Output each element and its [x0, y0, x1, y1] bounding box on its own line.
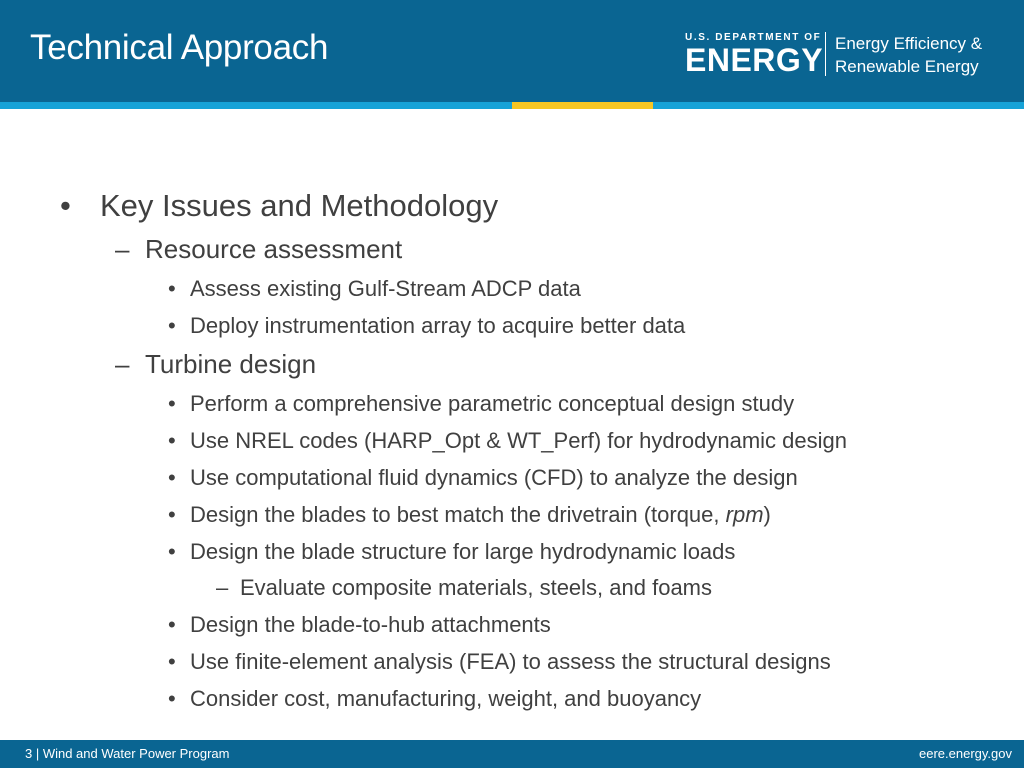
list-item-text: Design the blades to best match the drivetrain (torque, — [190, 502, 726, 527]
bullet-marker: • — [168, 428, 176, 453]
logo-department-text: U.S. DEPARTMENT OF — [685, 32, 822, 43]
footer-page-label: 3 | Wind and Water Power Program — [25, 746, 230, 761]
bullet-marker: • — [168, 391, 176, 416]
sub-list-item: Evaluate composite materials, steels, and foams — [240, 575, 713, 600]
list-item: Use NREL codes (HARP_Opt & WT_Perf) for hydrodynamic design — [190, 428, 847, 453]
logo-energy-text: ENERGY — [685, 42, 824, 78]
slide-title: Technical Approach — [30, 28, 329, 67]
resource-assessment-item: Resource assessment — [145, 234, 403, 264]
list-item: Deploy instrumentation array to acquire better data — [190, 313, 686, 338]
logo-office-line-2: Renewable Energy — [835, 57, 979, 76]
close-paren: ) — [763, 502, 771, 527]
bullet-marker: • — [168, 649, 176, 674]
list-item: Use finite-element analysis (FEA) to assess the structural designs — [190, 649, 831, 674]
bullet-marker: • — [60, 188, 71, 223]
dash-marker: – — [216, 575, 229, 600]
dash-marker: – — [115, 349, 130, 379]
list-item: Assess existing Gulf-Stream ADCP data — [190, 276, 581, 301]
list-item: Design the blade-to-hub attachments — [190, 612, 551, 637]
list-item: Perform a comprehensive parametric conceptual design study — [190, 391, 795, 416]
bullet-marker: • — [168, 539, 176, 564]
footer-url[interactable]: eere.energy.gov — [919, 746, 1012, 761]
dash-marker: – — [115, 234, 130, 264]
bullet-marker: • — [168, 465, 176, 490]
list-item: Consider cost, manufacturing, weight, and buoyancy — [190, 686, 702, 711]
bullet-marker: • — [168, 502, 176, 527]
list-item — [190, 502, 771, 528]
list-item: Design the blade structure for large hydrodynamic loads — [190, 539, 736, 564]
heading-bullet: Key Issues and Methodology — [100, 188, 499, 223]
bullet-marker: • — [168, 313, 176, 338]
footer-bar — [0, 740, 1024, 768]
bullet-marker: • — [168, 612, 176, 637]
bullet-marker: • — [168, 686, 176, 711]
turbine-design-item: Turbine design — [145, 349, 317, 379]
bullet-marker: • — [168, 276, 176, 301]
list-item: Use computational fluid dynamics (CFD) to analyze the design — [190, 465, 798, 490]
logo-office-line-1: Energy Efficiency & — [835, 34, 983, 53]
rpm-italic: rpm — [725, 502, 764, 527]
